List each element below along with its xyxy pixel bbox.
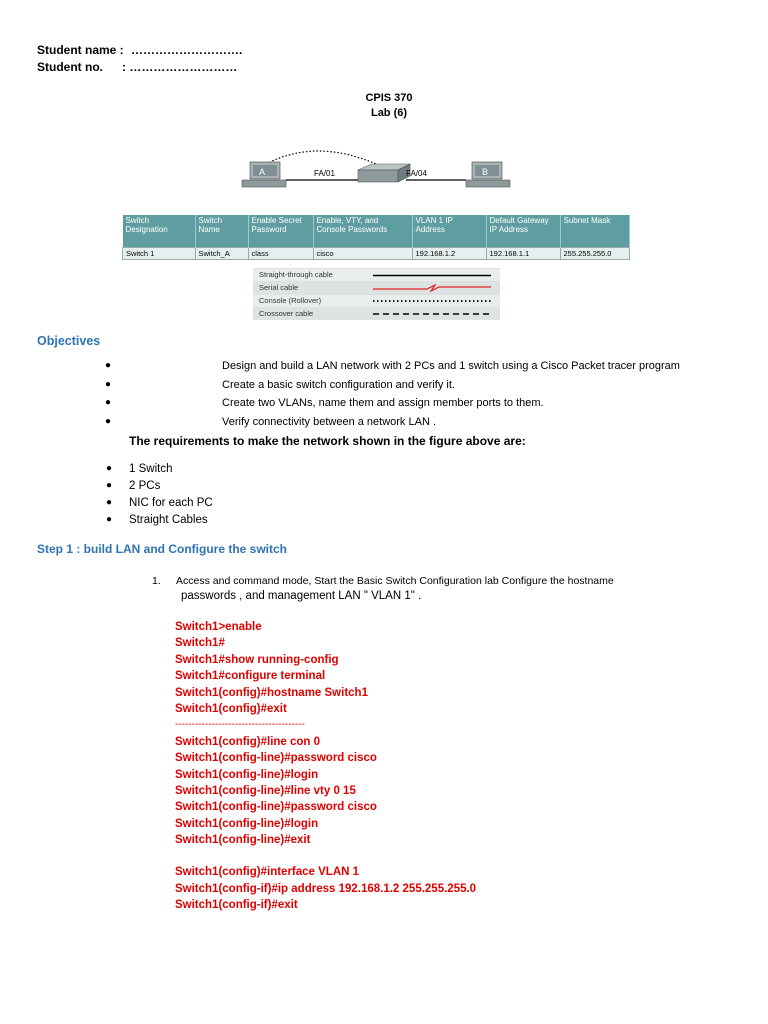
port-left-label: FA/01 [314, 169, 335, 178]
step1-number: 1. [152, 575, 161, 587]
command-line: Switch1(config)#exit [175, 703, 287, 715]
cable-legend [253, 268, 500, 320]
student-name-label: Student name : [37, 43, 124, 57]
command-line: Switch1(config-line)#line vty 0 15 [175, 785, 356, 797]
table-cell: 192.168.1.1 [486, 248, 560, 260]
command-line: Switch1>enable [175, 621, 262, 633]
command-line: Switch1#show running-config [175, 654, 339, 666]
console-cable-swatch [373, 299, 491, 303]
course-code: CPIS 370 [365, 92, 413, 104]
bullet-icon: ● [106, 463, 113, 474]
command-line: Switch1(config-line)#login [175, 818, 319, 830]
table-cell: cisco [313, 248, 412, 260]
command-line: Switch1(config-line)#password cisco [175, 801, 377, 813]
requirements-heading: The requirements to make the network shown in the figure above are: [129, 434, 526, 448]
command-line: Switch1(config)#hostname Switch1 [175, 687, 368, 699]
legend-console [253, 295, 500, 307]
table-header: Switch Name [195, 215, 248, 248]
table-cell: 255.255.255.0 [560, 248, 630, 260]
table-cell: class [248, 248, 313, 260]
bullet-icon: ● [106, 514, 113, 525]
table-cell: Switch 1 [123, 248, 196, 260]
legend-label: Straight-through cable [259, 270, 333, 279]
student-no-value: : ……………………… [122, 60, 238, 74]
pc-b-label: B [482, 167, 489, 177]
command-line: Switch1(config-line)#exit [175, 834, 311, 846]
step1-heading: Step 1 : build LAN and Configure the switch [37, 542, 288, 556]
step1-text-line2: passwords , and management LAN " VLAN 1" . [181, 590, 422, 602]
table-header: Switch Designation [123, 215, 196, 248]
command-line: Switch1(config)#line con 0 [175, 736, 321, 748]
serial-cable-swatch [373, 284, 491, 292]
straight-cable-swatch [373, 274, 491, 277]
table-header: Enable Secret Password [248, 215, 313, 248]
table-header: Subnet Mask [560, 215, 630, 248]
legend-label: Console (Rollover) [259, 296, 322, 305]
legend-crossover [253, 308, 500, 320]
bullet-icon: ● [105, 397, 112, 408]
command-line: Switch1#configure terminal [175, 670, 326, 682]
lab-title: Lab (6) [370, 107, 408, 119]
table-header: Default Gateway IP Address [486, 215, 560, 248]
command-line: Switch1(config)#interface VLAN 1 [175, 866, 360, 878]
command-line: Switch1# [175, 637, 225, 649]
objectives-heading: Objectives [37, 334, 101, 348]
table-header: Enable, VTY, and Console Passwords [313, 215, 412, 248]
legend-serial [253, 282, 500, 294]
command-line: Switch1(config-line)#password cisco [175, 752, 377, 764]
student-no-label: Student no. [37, 60, 103, 74]
step1-text-line1: Access and command mode, Start the Basic Switch Configuration lab Configure the hostname [176, 575, 614, 587]
bullet-icon: ● [106, 497, 113, 508]
command-line: Switch1(config-if)#ip address 192.168.1.2 255.255.255.0 [175, 883, 477, 895]
pc-a-label: A [259, 167, 266, 177]
bullet-icon: ● [106, 480, 113, 491]
separator-line: --------------------------------------- [175, 719, 305, 730]
table-cell: 192.168.1.2 [412, 248, 486, 260]
command-line: Switch1(config-if)#exit [175, 899, 298, 911]
legend-label: Serial cable [259, 283, 299, 292]
command-line: Switch1(config-line)#login [175, 769, 319, 781]
network-topology-diagram [236, 150, 526, 195]
table-cell: Switch_A [195, 248, 248, 260]
crossover-cable-swatch [373, 312, 491, 316]
switch-icon [358, 164, 410, 182]
table-header: VLAN 1 IP Address [412, 215, 486, 248]
student-name-value: ………………………. [131, 43, 243, 57]
table-row [123, 248, 630, 260]
legend-straight-through [253, 269, 500, 281]
bullet-icon: ● [105, 416, 112, 427]
console-cable-line [266, 151, 376, 164]
switch-config-table [122, 215, 630, 260]
port-right-label: FA/04 [406, 169, 427, 178]
legend-label: Crossover cable [259, 309, 314, 318]
bullet-icon: ● [105, 379, 112, 390]
bullet-icon: ● [105, 360, 112, 371]
